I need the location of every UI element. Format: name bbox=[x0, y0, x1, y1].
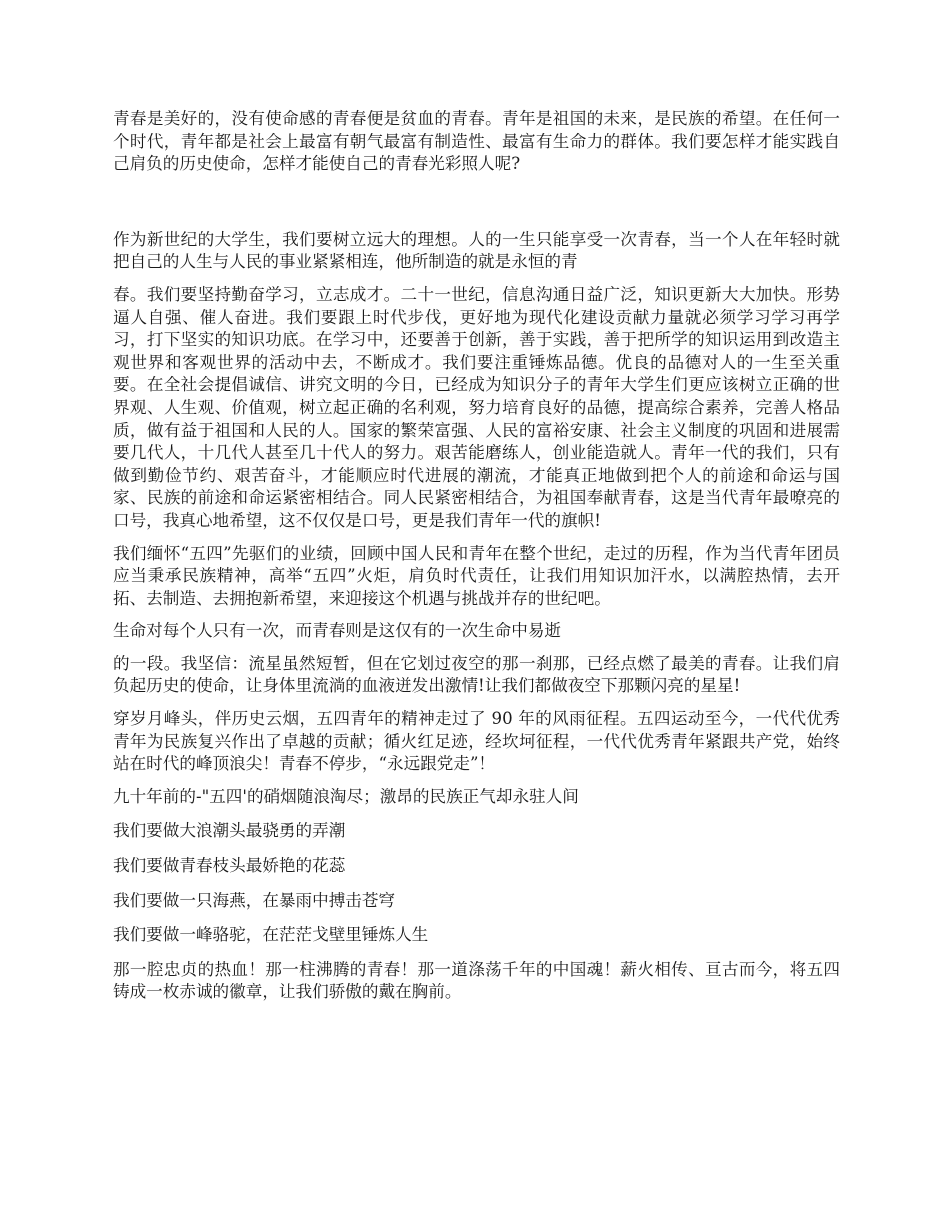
paragraph-study: 春。我们要坚持勤奋学习，立志成才。二十一世纪，信息沟通日益广泛，知识更新大大加快。形势逼人自强、催人奋进。我们要跟上时代步伐，更好地为现代化建设贡献力量就必须学习学习再学习，打下坚实的知识功底。在学习中，还要善于创新，善于实践，善于把所学的知识运用到改造主观世界和客观世界的活动中去，不断成才。我们要注重锤炼品德。优良的品德对人的一生至关重要。在全社会提倡诚信、讲究文明的今日，已经成为知识分子的青年大学生们更应该树立正确的世界观、人生观、价值观，树立起正确的名利观，努力培育良好的品德，提高综合素养，完善人格品质，做有益于祖国和人民的人。国家的繁荣富强、人民的富裕安康、社会主义制度的巩固和进展需要几代人，十几代人甚至几十代人的努力。艰苦能磨练人，创业能造就人。青年一代的我们，只有做到勤俭节约、艰苦奋斗，才能顺应时代进展的潮流，才能真正地做到把个人的前途和命运与国家、民族的前途和命运紧密相结合。同人民紧密相结合，为祖国奉献青春，这是当代青年最嘹亮的口号，我真心地希望，这不仅仅是口号，更是我们青年一代的旗帜! bbox=[113, 284, 840, 530]
paragraph-petrel: 我们要做一只海燕，在暴雨中搏击苍穹 bbox=[113, 890, 396, 910]
paragraph-smoke: 九十年前的-"五四'的硝烟随浪淘尽；激昂的民族正气却永驻人间 bbox=[113, 786, 579, 806]
paragraph-camel: 我们要做一峰骆驼，在茫茫戈壁里锤炼人生 bbox=[113, 925, 429, 945]
paragraph-intro: 青春是美好的，没有使命感的青春便是贫血的青春。青年是祖国的未来，是民族的希望。在任何一个时代，青年都是社会上最富有朝气最富有制造性、最富有生命力的群体。我们要怎样才能实践自己肩负的历史使命，怎样才能使自己的青春光彩照人呢? bbox=[113, 109, 840, 174]
paragraph-ninety-years: 穿岁月峰头，伴历史云烟，五四青年的精神走过了 90 年的风雨征程。五四运动至今，一代代优秀青年为民族复兴作出了卓越的贡献；循火红足迹，经坎坷征程，一代代优秀青年紧跟共产党，始终站在时代的峰顶浪尖！青春不停步，“永远跟党走”！ bbox=[113, 709, 840, 774]
paragraph-meteor: 的一段。我坚信：流星虽然短暂，但在它划过夜空的那一刹那，已经点燃了最美的青春。让我们肩负起历史的使命，让身体里流淌的血液迸发出激情!让我们都做夜空下那颗闪亮的星星! bbox=[113, 653, 840, 696]
paragraph-tide: 我们要做大浪潮头最骁勇的弄潮 bbox=[113, 821, 346, 841]
paragraph-ideal: 作为新世纪的大学生，我们要树立远大的理想。人的一生只能享受一次青春，当一个人在年轻时就把自己的人生与人民的事业紧紧相连，他所制造的就是永恒的青 bbox=[113, 229, 840, 272]
paragraph-flower: 我们要做青春枝头最娇艳的花蕊 bbox=[113, 856, 346, 876]
paragraph-badge: 那一腔忠贞的热血！那一柱沸腾的青春！那一道涤荡千年的中国魂！薪火相传、亘古而今，将五四铸成一枚赤诚的徽章，让我们骄傲的戴在胸前。 bbox=[113, 959, 840, 1002]
paragraph-life-once: 生命对每个人只有一次，而青春则是这仅有的一次生命中易逝 bbox=[113, 621, 562, 641]
paragraph-may-fourth: 我们缅怀“五四”先驱们的业绩，回顾中国人民和青年在整个世纪，走过的历程，作为当代青年团员应当秉承民族精神，高举“五四”火炬，肩负时代责任，让我们用知识加汗水，以满腔热情，去开拓、去制造、去拥抱新希望，来迎接这个机遇与挑战并存的世纪吧。 bbox=[113, 543, 840, 608]
